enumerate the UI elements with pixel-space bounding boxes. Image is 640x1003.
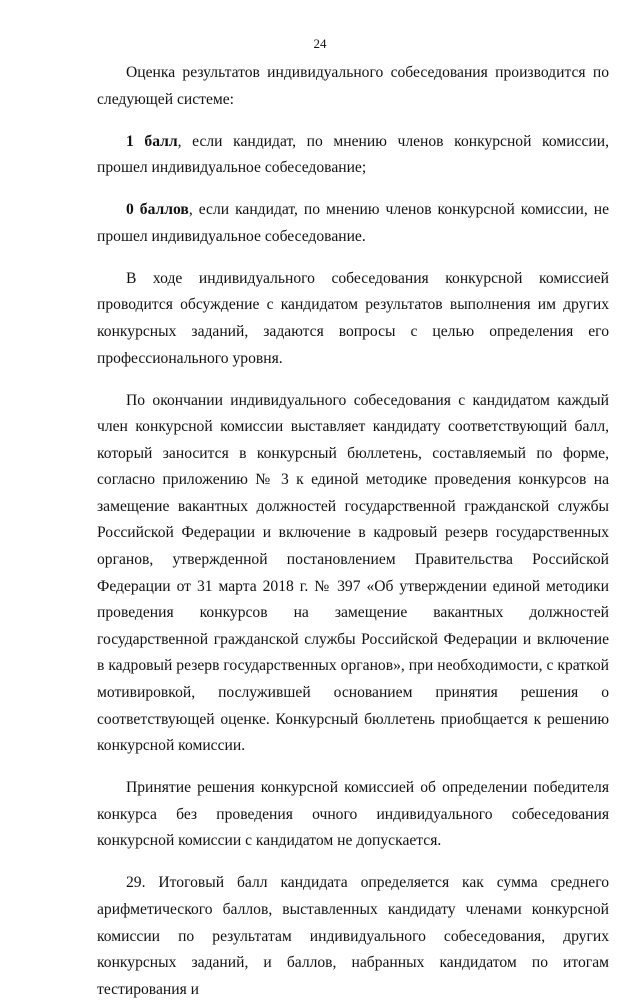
body-text <box>97 60 609 1003</box>
paragraph-ballot <box>97 388 609 760</box>
paragraph-text: 29. Итоговый балл кандидата определяется как сумма среднего арифметического баллов, выставленных кандидату членами конкурсной комиссии по результатам индивидуального собеседования, других конкурсных заданий, и баллов, набранных кандидатом по итогам тестирования и <box>97 874 609 998</box>
paragraph-text: , если кандидат, по мнению членов конкурсной комиссии, прошел индивидуальное собеседование; <box>97 132 609 177</box>
paragraph-zero-points <box>97 197 609 250</box>
paragraph-text: Принятие решения конкурсной комиссией об определении победителя конкурса без проведения очного индивидуального собеседования конкурсной комиссии с кандидатом не допускается. <box>97 779 609 850</box>
paragraph-text: В ходе индивидуального собеседования конкурсной комиссией проводится обсуждение с кандидатом результатов выполнения им других конкурсных заданий, задаются вопросы с целью определения его профессионального уровня. <box>97 269 609 367</box>
page-number: 24 <box>313 36 327 51</box>
paragraph-text: , если кандидат, по мнению членов конкурсной комиссии, не прошел индивидуальное собеседование. <box>97 201 609 245</box>
paragraph-bold-lead: 0 баллов <box>126 201 189 219</box>
paragraph-text: Оценка результатов индивидуального собеседования производится по следующей системе: <box>97 64 609 108</box>
paragraph-no-winner-without-interview <box>97 775 609 855</box>
paragraph-interview-discussion <box>97 266 609 372</box>
paragraph-bold-lead: 1 балл <box>126 132 178 150</box>
paragraph-one-point <box>97 129 609 182</box>
paragraph-scoring-intro <box>97 60 609 113</box>
paragraph-final-score <box>97 870 609 1003</box>
paragraph-text: По окончании индивидуального собеседования с кандидатом каждый член конкурсной комиссии выставляет кандидату соответствующий балл, который заносится в конкурсный бюллетень, составляемый по форме, согласно приложению № 3 к единой методике проведения конкурсов на замещение вакантных должностей государственной гражданской службы Российской Федерации и включение в кадровый резерв государственных органов, утвержденной постановлением Правительства Российской Федерации от 31 марта 2018 г. № 397 «Об утверждении единой методики проведения конкурсов на замещение вакантных должностей государственной гражданской службы Российской Федерации и включение в кадровый резерв государственных органов», при необходимости, с краткой мотивировкой, послужившей основанием принятия решения о соответствующей оценке. Конкурсный бюллетень приобщается к решению конкурсной комиссии. <box>97 391 609 755</box>
